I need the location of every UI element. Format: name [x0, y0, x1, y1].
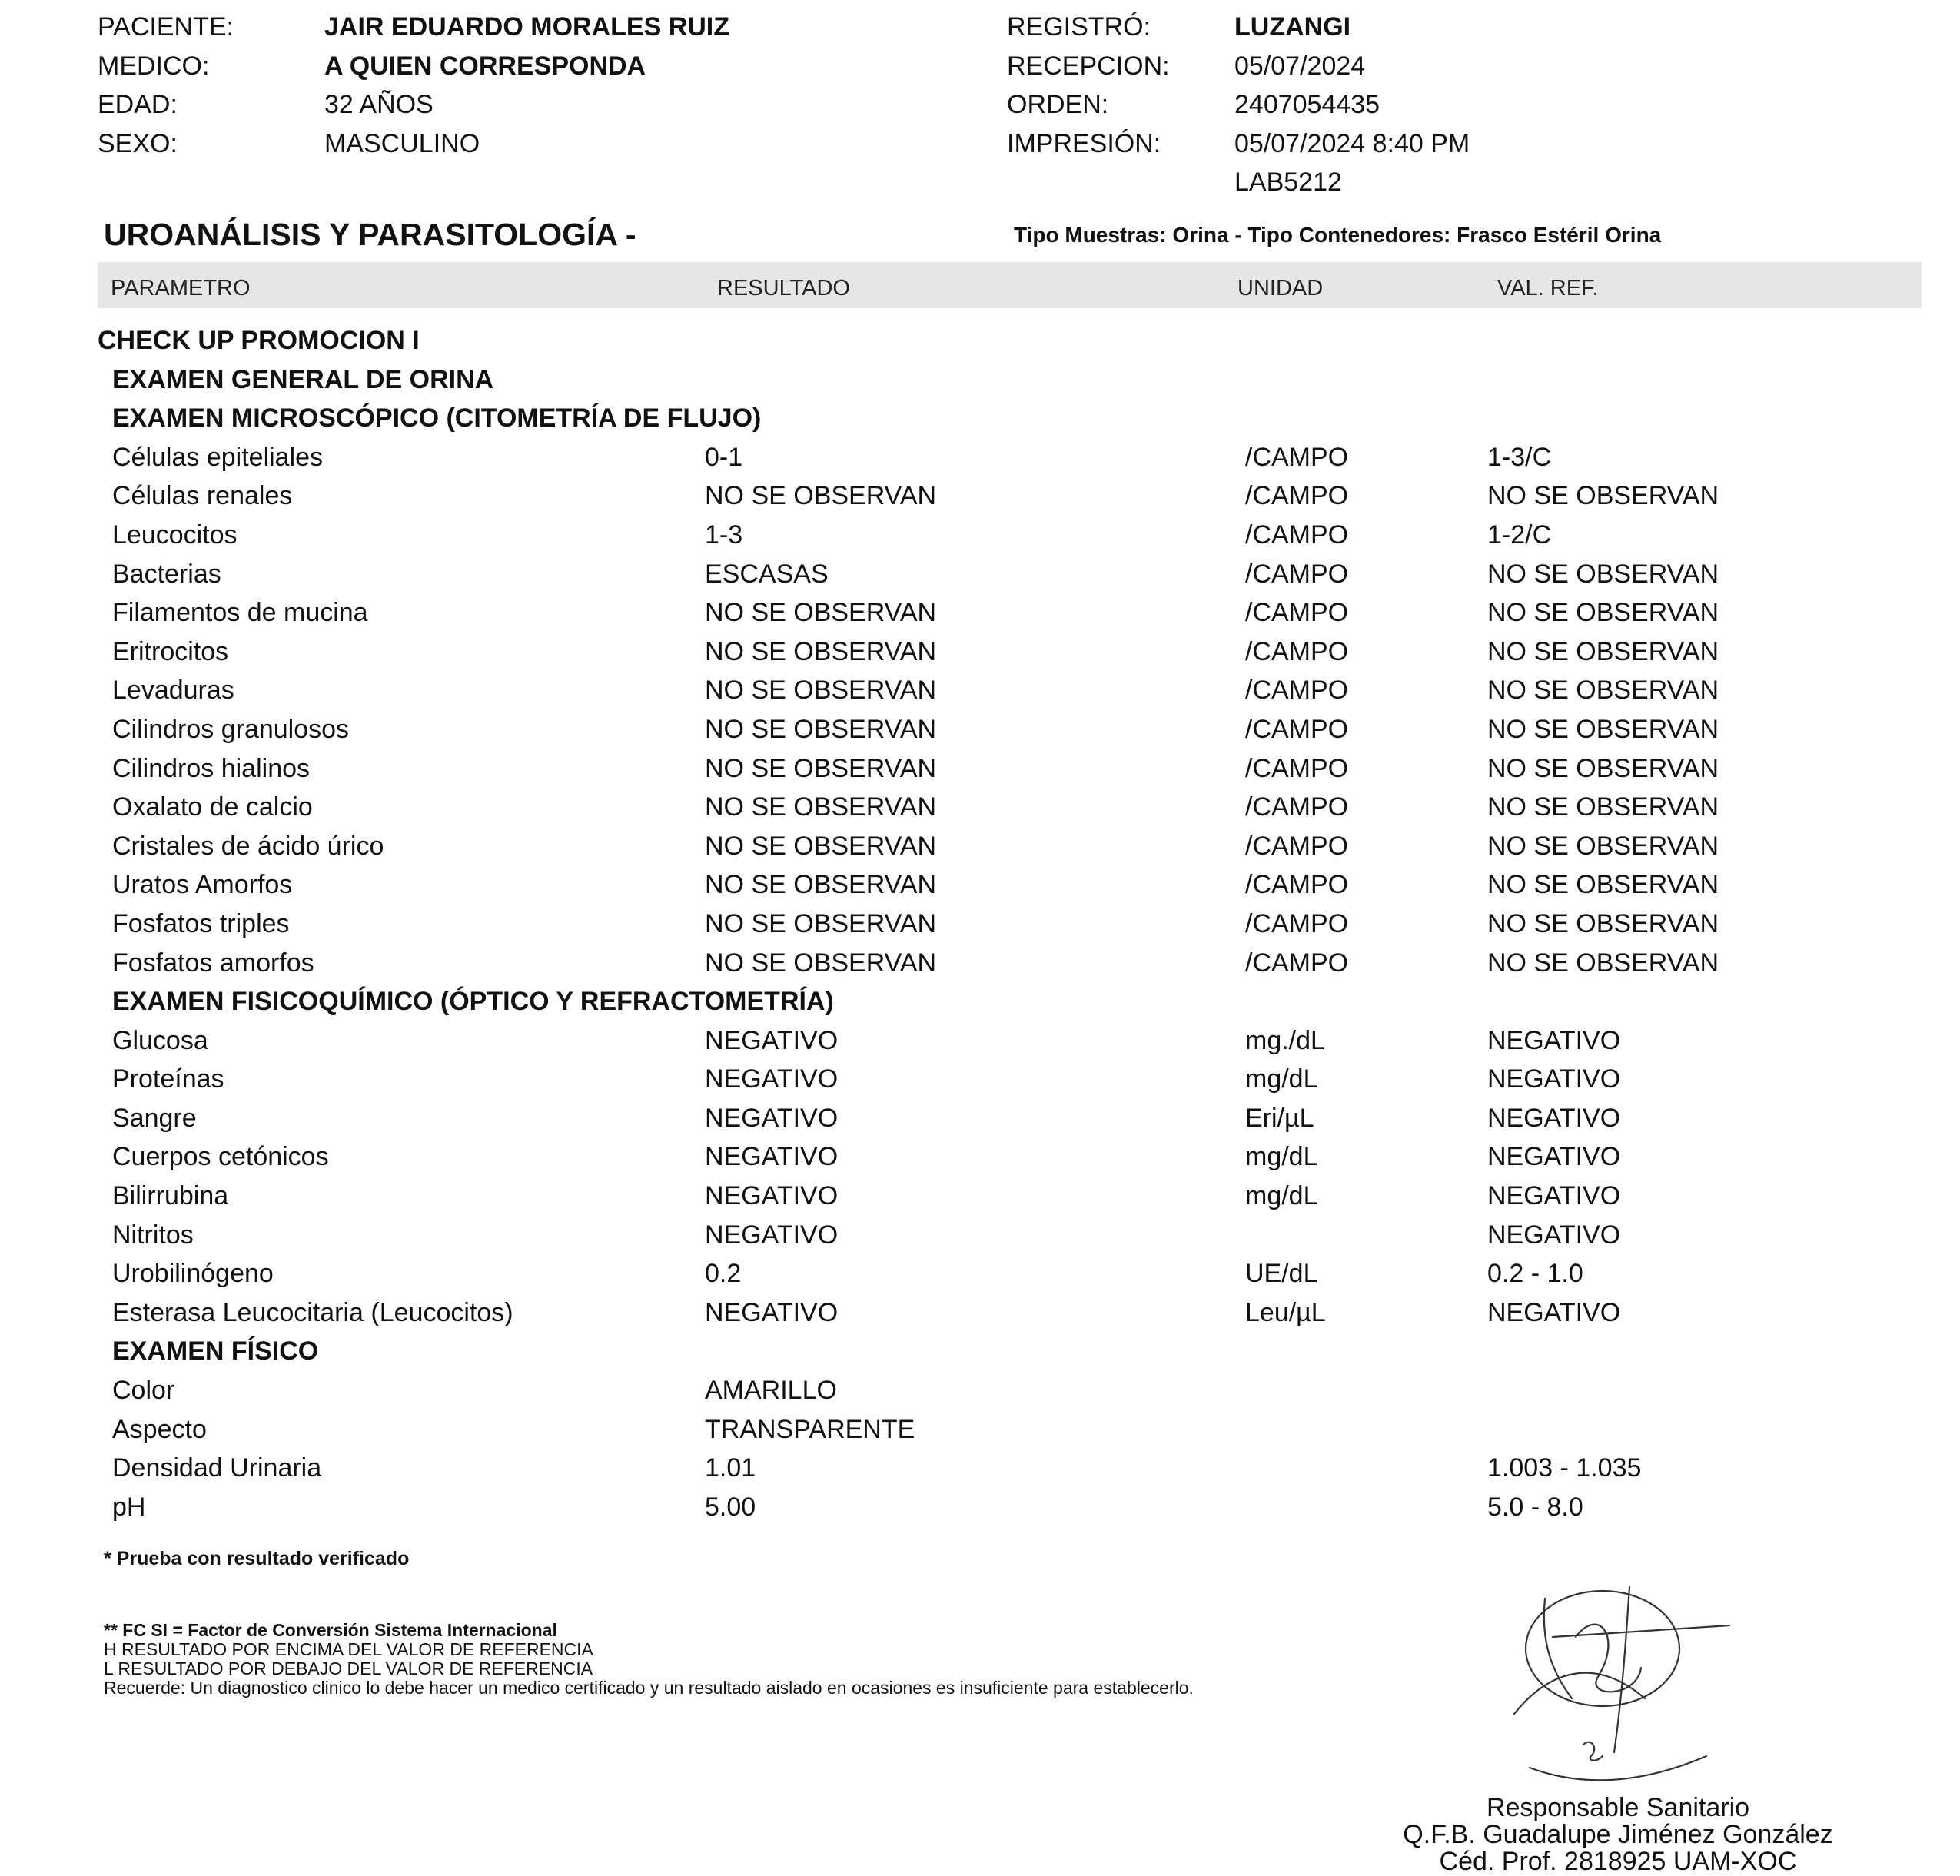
print-date: 05/07/2024 8:40 PM — [1234, 129, 1470, 158]
parameter-name: Nitritos — [112, 1220, 194, 1250]
table-row — [0, 631, 1960, 670]
parameter-name: Células renales — [112, 481, 293, 511]
unit-value: Leu/µL — [1245, 1297, 1326, 1327]
reminder-note: Recuerde: Un diagnostico clinico lo debe hacer un medico certificado y un resultado aislado en ocasiones es insuficiente para establecerlo. — [104, 1678, 1194, 1698]
parameter-name: Oxalato de calcio — [112, 792, 313, 822]
unit-value: /CAMPO — [1245, 481, 1349, 511]
unit-value: mg/dL — [1245, 1142, 1318, 1172]
parameter-name: Glucosa — [112, 1025, 208, 1055]
doctor-label: MEDICO: — [98, 51, 210, 81]
unit-value: UE/dL — [1245, 1259, 1318, 1289]
registered-by-value: LUZANGI — [1234, 12, 1351, 42]
sex-value: MASCULINO — [324, 129, 480, 158]
reception-label: RECEPCION: — [1007, 51, 1170, 81]
reference-value: 1-3/C — [1487, 442, 1552, 472]
section-row — [0, 359, 1960, 398]
parameter-name: Fosfatos triples — [112, 908, 290, 938]
result-value: 1.01 — [705, 1453, 756, 1483]
reference-value: NO SE OBSERVAN — [1487, 676, 1719, 706]
header-resultado: RESULTADO — [717, 276, 850, 300]
table-row — [0, 1292, 1960, 1331]
parameter-name: Esterasa Leucocitaria (Leucocitos) — [112, 1297, 513, 1327]
signature-name: Q.F.B. Guadalupe Jiménez González — [1403, 1820, 1833, 1849]
print-label: IMPRESIÓN: — [1007, 129, 1161, 158]
table-row — [0, 1447, 1960, 1486]
reference-value: NO SE OBSERVAN — [1487, 831, 1719, 861]
age-value: 32 AÑOS — [324, 90, 434, 119]
unit-value: /CAMPO — [1245, 948, 1349, 978]
age-label: EDAD: — [98, 90, 178, 119]
parameter-name: Proteínas — [112, 1064, 224, 1094]
result-value: NO SE OBSERVAN — [705, 948, 937, 978]
order-label: ORDEN: — [1007, 90, 1109, 119]
result-value: 0.2 — [705, 1259, 742, 1289]
signature-image — [1499, 1583, 1745, 1791]
unit-value: /CAMPO — [1245, 559, 1349, 589]
parameter-name: pH — [112, 1492, 146, 1522]
sex-label: SEXO: — [98, 129, 178, 158]
header-unidad: UNIDAD — [1237, 276, 1324, 300]
unit-value: /CAMPO — [1245, 792, 1349, 822]
parameter-name: Cilindros hialinos — [112, 753, 311, 783]
section-title: EXAMEN MICROSCÓPICO (CITOMETRÍA DE FLUJO) — [112, 403, 762, 433]
table-row — [0, 1409, 1960, 1448]
reference-value: NO SE OBSERVAN — [1487, 714, 1719, 744]
reference-value: 1.003 - 1.035 — [1487, 1453, 1642, 1483]
result-value: NO SE OBSERVAN — [705, 908, 937, 938]
parameter-name: Bilirrubina — [112, 1181, 229, 1211]
result-value: NO SE OBSERVAN — [705, 870, 937, 900]
parameter-name: Cilindros granulosos — [112, 714, 350, 744]
reference-value: NO SE OBSERVAN — [1487, 753, 1719, 783]
reference-value: 5.0 - 8.0 — [1487, 1492, 1583, 1522]
order-number: 2407054435 — [1234, 90, 1380, 119]
table-row — [0, 669, 1960, 709]
table-row — [0, 942, 1960, 981]
unit-value: /CAMPO — [1245, 908, 1349, 938]
section-title: EXAMEN GENERAL DE ORINA — [112, 364, 494, 394]
parameter-name: Bacterias — [112, 559, 221, 589]
reference-value: NEGATIVO — [1487, 1025, 1621, 1055]
signature-block — [1345, 1795, 1891, 1875]
result-value: NO SE OBSERVAN — [705, 676, 937, 706]
result-value: NO SE OBSERVAN — [705, 792, 937, 822]
result-value: NO SE OBSERVAN — [705, 481, 937, 511]
reception-date: 05/07/2024 — [1234, 51, 1366, 81]
reference-value: NO SE OBSERVAN — [1487, 870, 1719, 900]
result-value: AMARILLO — [705, 1376, 837, 1406]
patient-name: JAIR EDUARDO MORALES RUIZ — [324, 12, 730, 42]
section-row — [0, 397, 1960, 437]
sample-info: Tipo Muestras: Orina - Tipo Contenedores: Frasco Estéril Orina — [1014, 223, 1662, 247]
table-row — [0, 1486, 1960, 1526]
unit-value: Eri/µL — [1245, 1103, 1314, 1133]
unit-value: mg/dL — [1245, 1181, 1318, 1211]
reference-value: NO SE OBSERVAN — [1487, 559, 1719, 589]
low-note: L RESULTADO POR DEBAJO DEL VALOR DE REFERENCIA — [104, 1659, 593, 1678]
unit-value: mg./dL — [1245, 1025, 1325, 1055]
unit-value: /CAMPO — [1245, 714, 1349, 744]
reference-value: NEGATIVO — [1487, 1181, 1621, 1211]
parameter-name: Color — [112, 1376, 175, 1406]
result-value: 5.00 — [705, 1492, 756, 1522]
section-title: EXAMEN FISICOQUÍMICO (ÓPTICO Y REFRACTOMETRÍA) — [112, 987, 834, 1017]
reference-value: 0.2 - 1.0 — [1487, 1259, 1583, 1289]
reference-value: NO SE OBSERVAN — [1487, 481, 1719, 511]
reference-value: NEGATIVO — [1487, 1103, 1621, 1133]
table-row — [0, 748, 1960, 787]
section-title: EXAMEN FÍSICO — [112, 1336, 319, 1366]
result-value: NEGATIVO — [705, 1025, 839, 1055]
parameter-name: Fosfatos amorfos — [112, 948, 314, 978]
reference-value: 1-2/C — [1487, 520, 1552, 550]
table-row — [0, 825, 1960, 865]
parameter-name: Densidad Urinaria — [112, 1453, 322, 1483]
result-value: NO SE OBSERVAN — [705, 636, 937, 666]
table-row — [0, 1097, 1960, 1137]
table-row — [0, 1175, 1960, 1214]
table-row — [0, 1136, 1960, 1175]
result-value: NO SE OBSERVAN — [705, 753, 937, 783]
reference-value: NO SE OBSERVAN — [1487, 636, 1719, 666]
table-row — [0, 709, 1960, 748]
parameter-name: Aspecto — [112, 1414, 207, 1444]
result-value: NO SE OBSERVAN — [705, 831, 937, 861]
result-value: NEGATIVO — [705, 1103, 839, 1133]
parameter-name: Cuerpos cetónicos — [112, 1142, 329, 1172]
result-value: NEGATIVO — [705, 1181, 839, 1211]
result-value: NO SE OBSERVAN — [705, 598, 937, 628]
signature-role: Responsable Sanitario — [1486, 1793, 1750, 1822]
header-parametro: PARAMETRO — [111, 276, 251, 300]
verified-note: * Prueba con resultado verificado — [104, 1548, 410, 1569]
table-row — [0, 475, 1960, 514]
doctor-name: A QUIEN CORRESPONDA — [324, 51, 646, 81]
parameter-name: Filamentos de mucina — [112, 598, 368, 628]
table-row — [0, 903, 1960, 942]
parameter-name: Células epiteliales — [112, 442, 324, 472]
fc-si-note: ** FC SI = Factor de Conversión Sistema Internacional — [104, 1620, 557, 1640]
result-value: ESCASAS — [705, 559, 829, 589]
results-table — [0, 320, 1960, 1525]
result-value: NEGATIVO — [705, 1220, 839, 1250]
unit-value: /CAMPO — [1245, 442, 1349, 472]
patient-label: PACIENTE: — [98, 12, 234, 42]
reference-value: NEGATIVO — [1487, 1297, 1621, 1327]
section-row — [0, 1330, 1960, 1370]
table-row — [0, 864, 1960, 903]
lab-code: LAB5212 — [1234, 168, 1342, 197]
result-value: TRANSPARENTE — [705, 1414, 915, 1444]
unit-value: /CAMPO — [1245, 870, 1349, 900]
table-row — [0, 437, 1960, 476]
section-title: CHECK UP PROMOCION I — [98, 326, 420, 355]
registered-by-label: REGISTRÓ: — [1007, 12, 1151, 42]
reference-value: NO SE OBSERVAN — [1487, 948, 1719, 978]
report-title: UROANÁLISIS Y PARASITOLOGÍA - — [104, 217, 636, 252]
unit-value: /CAMPO — [1245, 831, 1349, 861]
table-row — [0, 1058, 1960, 1097]
section-row — [0, 981, 1960, 1020]
unit-value: /CAMPO — [1245, 598, 1349, 628]
section-row — [0, 320, 1960, 359]
table-row — [0, 592, 1960, 631]
result-value: NO SE OBSERVAN — [705, 714, 937, 744]
signature-license: Céd. Prof. 2818925 UAM-XOC — [1439, 1847, 1797, 1876]
parameter-name: Levaduras — [112, 676, 234, 706]
table-header — [98, 262, 1922, 308]
table-row — [0, 1370, 1960, 1409]
parameter-name: Cristales de ácido úrico — [112, 831, 384, 861]
parameter-name: Uratos Amorfos — [112, 870, 293, 900]
parameter-name: Leucocitos — [112, 520, 238, 550]
reference-value: NEGATIVO — [1487, 1220, 1621, 1250]
table-row — [0, 1253, 1960, 1292]
unit-value: /CAMPO — [1245, 636, 1349, 666]
table-row — [0, 786, 1960, 825]
reference-value: NO SE OBSERVAN — [1487, 598, 1719, 628]
reference-value: NEGATIVO — [1487, 1142, 1621, 1172]
parameter-name: Sangre — [112, 1103, 197, 1133]
high-note: H RESULTADO POR ENCIMA DEL VALOR DE REFERENCIA — [104, 1639, 593, 1659]
result-value: 1-3 — [705, 520, 743, 550]
table-row — [0, 1020, 1960, 1059]
unit-value: /CAMPO — [1245, 753, 1349, 783]
result-value: NEGATIVO — [705, 1064, 839, 1094]
reference-value: NO SE OBSERVAN — [1487, 908, 1719, 938]
parameter-name: Eritrocitos — [112, 636, 229, 666]
unit-value: mg/dL — [1245, 1064, 1318, 1094]
reference-value: NEGATIVO — [1487, 1064, 1621, 1094]
result-value: NEGATIVO — [705, 1142, 839, 1172]
result-value: NEGATIVO — [705, 1297, 839, 1327]
unit-value: /CAMPO — [1245, 520, 1349, 550]
unit-value: /CAMPO — [1245, 676, 1349, 706]
parameter-name: Urobilinógeno — [112, 1259, 274, 1289]
reference-value: NO SE OBSERVAN — [1487, 792, 1719, 822]
result-value: 0-1 — [705, 442, 743, 472]
table-row — [0, 514, 1960, 553]
header-val-ref: VAL. REF. — [1497, 276, 1599, 300]
table-row — [0, 1214, 1960, 1253]
table-row — [0, 553, 1960, 593]
